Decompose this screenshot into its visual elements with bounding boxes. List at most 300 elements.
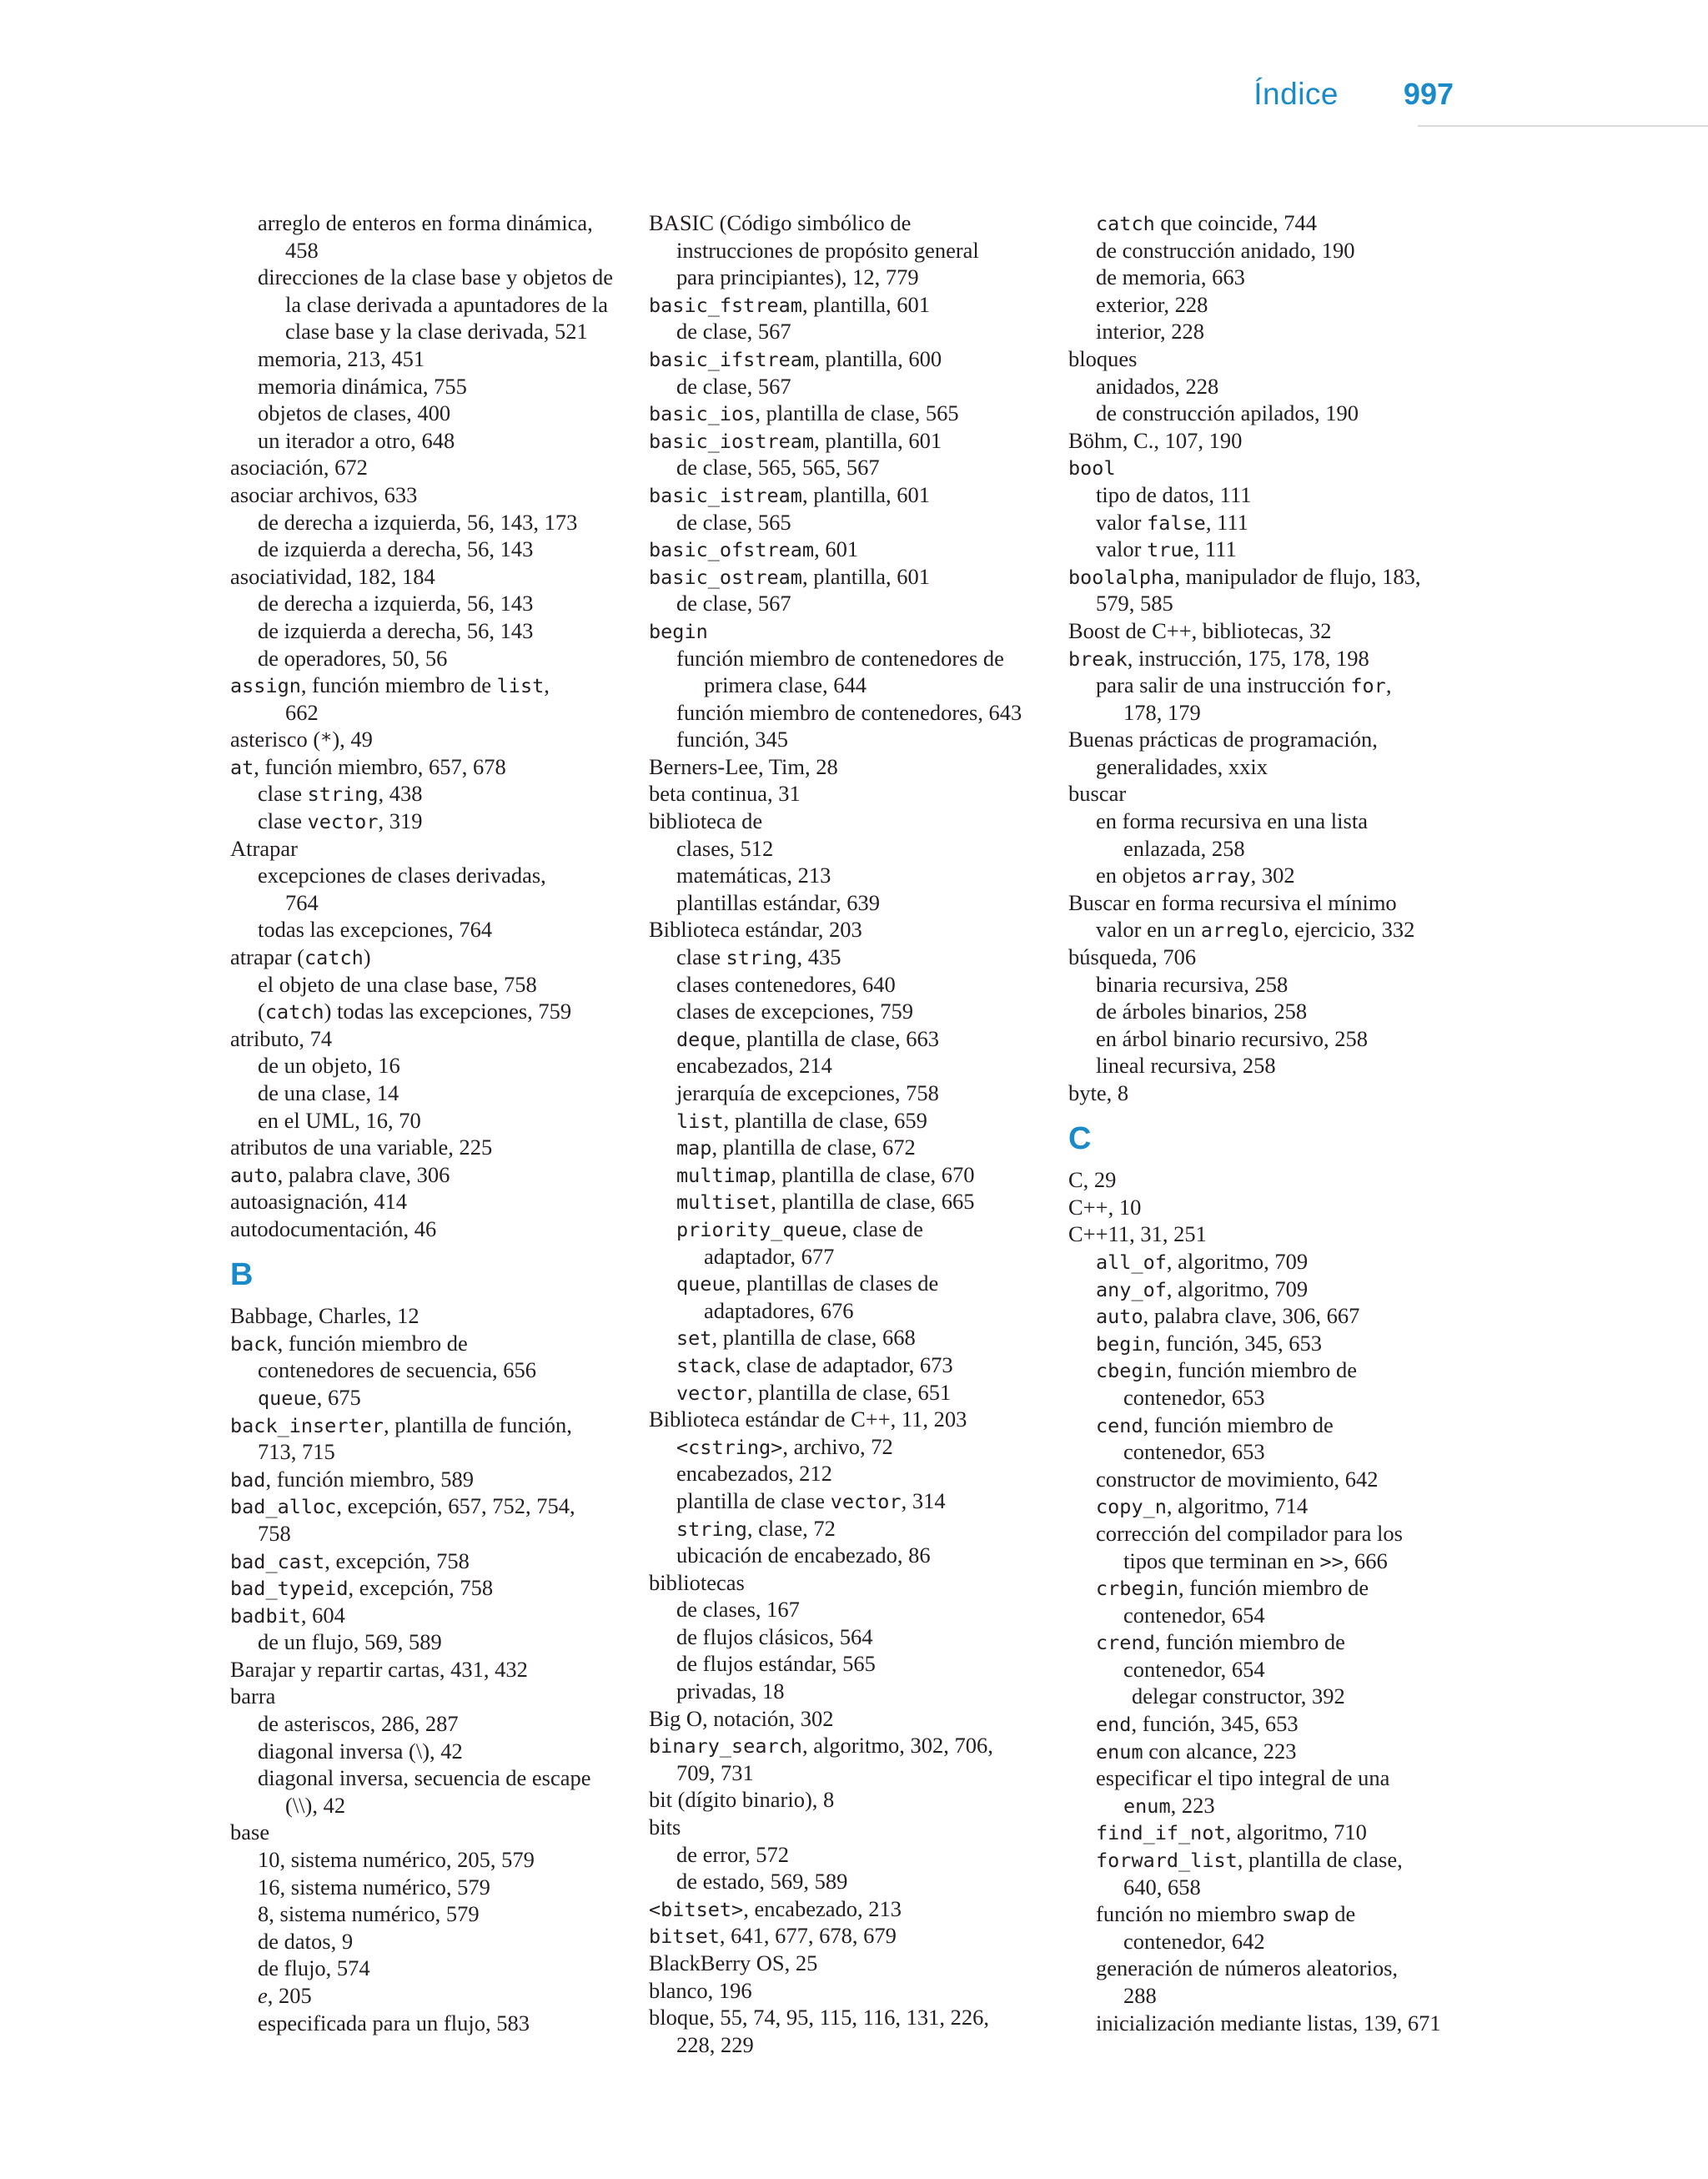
index-entry: [649, 916, 1041, 944]
index-subentry: [1068, 1792, 1469, 1819]
index-entry: [230, 1134, 622, 1161]
index-subentry: [230, 1052, 622, 1079]
entry-text: beta continua, 31: [649, 781, 801, 807]
code-term: *: [320, 728, 333, 752]
index-subentry: [1068, 835, 1469, 863]
index-entry: [230, 1330, 622, 1357]
entry-text: de izquierda a derecha, 56, 143: [258, 536, 534, 562]
entry-text: 178, 179: [1123, 699, 1201, 725]
code-term: <bitset>: [649, 1897, 744, 1921]
index-subentry: [230, 645, 622, 672]
index-entry: [1068, 889, 1469, 917]
index-entry: [649, 1814, 1041, 1841]
entry-text: Big O, notación, 302: [649, 1705, 834, 1731]
entry-text: de un objeto, 16: [258, 1053, 400, 1079]
entry-text: ) todas las excepciones, 759: [324, 999, 572, 1024]
entry-text: , plantilla de clase, 668: [711, 1325, 916, 1351]
index-entry: [230, 1819, 622, 1846]
index-subentry: [1068, 1574, 1469, 1602]
code-term: binary_search: [649, 1734, 802, 1759]
entry-text: diagonal inversa (\), 42: [258, 1738, 463, 1764]
entry-text: todas las excepciones, 764: [258, 917, 493, 943]
index-subentry: [649, 1542, 1041, 1569]
code-term: boolalpha: [1068, 565, 1175, 589]
entry-text: ubicación de encabezado, 86: [676, 1542, 931, 1568]
index-subentry: [649, 1596, 1041, 1623]
entry-text: , 438: [378, 781, 423, 807]
code-term: string: [307, 783, 379, 807]
code-term: vector: [830, 1489, 902, 1513]
entry-text: de derecha a izquierda, 56, 143, 173: [258, 509, 578, 535]
index-subentry: [649, 889, 1041, 917]
index-column-2: [649, 209, 1041, 2058]
code-term: catch: [264, 1000, 324, 1024]
index-subentry: [1068, 2010, 1469, 2037]
entry-text: que coincide, 744: [1154, 210, 1318, 235]
index-entry: [1068, 1194, 1469, 1221]
code-term: queue: [258, 1386, 317, 1410]
section-letter-heading: B: [230, 1256, 254, 1292]
index-subentry: [230, 1107, 622, 1135]
entry-text: en el UML, 16, 70: [258, 1107, 421, 1133]
index-subentry: [1068, 481, 1469, 509]
index-subentry: [230, 1520, 622, 1547]
index-subentry: [649, 1433, 1041, 1461]
entry-text: de clase, 567: [676, 373, 791, 399]
index-subentry: [1068, 1025, 1469, 1053]
entry-text: , 675: [316, 1384, 361, 1410]
entry-text: atrapar (: [230, 944, 304, 970]
index-subentry: [649, 373, 1041, 400]
code-term: catch: [304, 946, 364, 970]
index-subentry: [1068, 1628, 1469, 1656]
entry-text: matemáticas, 213: [676, 863, 831, 888]
index-subentry: [1068, 1492, 1469, 1520]
entry-text: delegar constructor, 392: [1132, 1683, 1345, 1709]
entry-text: , instrucción, 175, 178, 198: [1127, 645, 1369, 671]
code-term: auto: [230, 1163, 278, 1187]
entry-text: , clase de adaptador, 673: [735, 1351, 953, 1377]
code-term: begin: [649, 619, 708, 643]
index-subentry: [1068, 373, 1469, 400]
index-subentry: [230, 699, 622, 727]
code-term: basic_ifstream: [649, 347, 815, 371]
code-term: copy_n: [1096, 1495, 1167, 1519]
entry-text: 758: [258, 1520, 291, 1546]
entry-text: arreglo de enteros en forma dinámica,: [258, 210, 593, 235]
index-subentry: [230, 780, 622, 808]
index-subentry: [230, 427, 622, 455]
index-subentry: [1068, 1302, 1469, 1330]
index-entry: [230, 481, 622, 509]
entry-text: , función miembro de: [1166, 1357, 1358, 1383]
entry-text: de construcción anidado, 190: [1096, 237, 1355, 263]
entry-text: Buenas prácticas de programación,: [1068, 727, 1378, 752]
index-subentry: [1068, 209, 1469, 237]
entry-text: en forma recursiva en una lista: [1096, 808, 1368, 834]
entry-text: , 314: [901, 1487, 946, 1513]
index-entry: [1068, 617, 1469, 645]
index-subentry: [1068, 1738, 1469, 1765]
code-term: map: [676, 1136, 712, 1160]
entry-text: barra: [230, 1683, 276, 1709]
entry-text: de derecha a izquierda, 56, 143: [258, 591, 534, 616]
entry-text: función miembro de contenedores de: [676, 645, 1004, 671]
index-subentry: [649, 1841, 1041, 1869]
entry-text: asociar archivos, 633: [230, 481, 418, 507]
entry-text: atributos de una variable, 225: [230, 1135, 493, 1160]
index-subentry: [649, 1650, 1041, 1678]
code-term: <cstring>: [676, 1435, 783, 1459]
entry-text: , plantilla de clase, 665: [771, 1189, 975, 1215]
entry-text: clase: [258, 781, 308, 807]
entry-text: función no miembro: [1096, 1901, 1282, 1927]
entry-text: , ejercicio, 332: [1283, 917, 1415, 943]
entry-text: ,: [544, 672, 550, 698]
entry-text: , archivo, 72: [782, 1433, 893, 1459]
entry-text: autodocumentación, 46: [230, 1215, 437, 1241]
index-subentry: [230, 998, 622, 1025]
index-entry: [649, 400, 1041, 427]
index-subentry: [230, 916, 622, 944]
entry-text: , algoritmo, 302, 706,: [801, 1733, 993, 1759]
entry-text: bibliotecas: [649, 1569, 745, 1595]
code-term: string: [726, 946, 797, 970]
index-entry: [230, 1683, 622, 1710]
index-subentry: [230, 1846, 622, 1874]
index-entry: [1068, 780, 1469, 808]
index-subentry: [230, 1710, 622, 1738]
index-subentry: [1068, 916, 1469, 944]
index-entry: [230, 1492, 622, 1520]
code-term: enum: [1096, 1739, 1143, 1764]
index-subentry: [1068, 1052, 1469, 1079]
entry-text: , plantilla de función,: [383, 1412, 572, 1437]
entry-text: BlackBerry OS, 25: [649, 1950, 818, 1975]
index-subentry: [649, 1025, 1041, 1053]
entry-text: Barajar y repartir cartas, 431, 432: [230, 1656, 528, 1682]
index-subentry: [230, 1384, 622, 1412]
entry-text: 662: [285, 699, 319, 725]
index-subentry: [1068, 1928, 1469, 1955]
entry-text: enlazada, 258: [1123, 835, 1245, 861]
index-entry: [1068, 345, 1469, 373]
index-subentry: [649, 998, 1041, 1025]
page-header: [0, 77, 1708, 127]
entry-text: , palabra clave, 306: [277, 1161, 450, 1187]
index-entry: [649, 1895, 1041, 1923]
entry-text: instrucciones de propósito general: [676, 237, 979, 263]
index-entry: [649, 563, 1041, 591]
index-subentry: [1068, 237, 1469, 264]
index-entry: [230, 1574, 622, 1602]
code-term: bad_alloc: [230, 1495, 337, 1519]
index-entry: [649, 617, 1041, 645]
code-term: any_of: [1096, 1277, 1167, 1301]
entry-text: de memoria, 663: [1096, 264, 1245, 290]
index-entry: [649, 291, 1041, 319]
entry-text: 764: [285, 889, 319, 915]
entry-text: 16, sistema numérico, 579: [258, 1874, 490, 1900]
index-subentry: [649, 1243, 1041, 1271]
index-subentry: [1068, 1982, 1469, 2010]
entry-text: 458: [285, 237, 319, 263]
code-term: true: [1147, 538, 1194, 562]
entry-text: de construcción apilados, 190: [1096, 400, 1359, 426]
index-subentry: [1068, 1819, 1469, 1846]
entry-text: , plantilla, 601: [801, 563, 931, 589]
index-entry: [1068, 726, 1469, 753]
index-entry: [230, 1302, 622, 1330]
index-subentry: [1068, 1384, 1469, 1412]
entry-text: primera clase, 644: [704, 672, 867, 698]
index-subentry: [1068, 1602, 1469, 1629]
code-term: bad_cast: [230, 1549, 325, 1573]
code-term: begin: [1096, 1331, 1155, 1356]
entry-text: , palabra clave, 306, 667: [1143, 1303, 1360, 1329]
index-subentry: [230, 1874, 622, 1901]
index-subentry: [230, 1356, 622, 1384]
entry-text: asociatividad, 182, 184: [230, 563, 435, 589]
entry-text: , plantilla de clase, 659: [723, 1107, 927, 1133]
code-term: list: [676, 1109, 724, 1133]
entry-text: , plantilla, 601: [801, 291, 931, 317]
code-term: find_if_not: [1096, 1821, 1226, 1845]
code-term: bad_typeid: [230, 1577, 349, 1601]
entry-text: , plantillas de clases de: [735, 1271, 939, 1296]
code-term: back: [230, 1331, 278, 1356]
entry-text: asociación, 672: [230, 455, 368, 481]
index-subentry: [649, 1623, 1041, 1651]
code-term: arreglo: [1200, 918, 1284, 943]
index-subentry: [1068, 1846, 1469, 1874]
index-subentry: [1068, 1764, 1469, 1792]
entry-text: 288: [1123, 1983, 1157, 2008]
entry-text: contenedores de secuencia, 656: [258, 1357, 537, 1383]
entry-text: excepciones de clases derivadas,: [258, 863, 546, 888]
index-subentry: [230, 264, 622, 291]
index-entry: [649, 780, 1041, 808]
index-subentry: [649, 509, 1041, 536]
code-term: vector: [676, 1381, 747, 1405]
code-term: set: [676, 1326, 712, 1351]
index-entry: [1068, 454, 1469, 481]
index-subentry: [649, 264, 1041, 291]
code-term: bool: [1068, 456, 1116, 481]
code-term: queue: [676, 1272, 736, 1296]
code-term: back_inserter: [230, 1413, 384, 1437]
entry-text: 640, 658: [1123, 1874, 1201, 1900]
index-entry: [1068, 427, 1469, 455]
entry-text: contenedor, 654: [1123, 1602, 1265, 1628]
code-term: basic_ostream: [649, 565, 802, 589]
index-subentry: [1068, 509, 1469, 536]
entry-text: de: [1329, 1901, 1356, 1927]
index-subentry: [230, 862, 622, 889]
index-subentry: [230, 1628, 622, 1656]
entry-text: Biblioteca estándar de C++, 11, 203: [649, 1407, 967, 1432]
entry-text: plantillas estándar, 639: [676, 889, 880, 915]
entry-text: bits: [649, 1814, 681, 1840]
index-entry: [1068, 1220, 1469, 1248]
index-subentry: [649, 1188, 1041, 1215]
index-subentry: [649, 454, 1041, 481]
entry-text: , algoritmo, 709: [1166, 1248, 1309, 1274]
entry-text: clases contenedores, 640: [676, 971, 896, 997]
entry-text: Boost de C++, bibliotecas, 32: [1068, 617, 1332, 643]
index-subentry: [230, 318, 622, 345]
index-subentry: [1068, 699, 1469, 727]
entry-text: C++11, 31, 251: [1068, 1221, 1207, 1247]
entry-text: contenedor, 642: [1123, 1928, 1265, 1954]
index-subentry: [1068, 1520, 1469, 1547]
entry-text: el objeto de una clase base, 758: [258, 971, 537, 997]
index-entry: [230, 672, 622, 699]
entry-text: , algoritmo, 709: [1166, 1276, 1309, 1301]
index-subentry: [649, 1270, 1041, 1297]
index-subentry: [230, 1982, 622, 2010]
index-subentry: [230, 590, 622, 617]
entry-text: , excepción, 758: [324, 1547, 470, 1573]
index-entry: [649, 536, 1041, 563]
entry-text: lineal recursiva, 258: [1096, 1053, 1276, 1079]
index-subentry: [649, 835, 1041, 863]
entry-text: atributo, 74: [230, 1025, 333, 1051]
entry-text: , manipulador de flujo, 183,: [1174, 563, 1421, 589]
entry-text: (: [258, 999, 265, 1024]
entry-text: generación de números aleatorios,: [1096, 1955, 1399, 1981]
code-term: crbegin: [1096, 1577, 1179, 1601]
index-subentry: [649, 590, 1041, 617]
index-entry: [649, 2004, 1041, 2031]
code-term: multimap: [676, 1163, 771, 1187]
entry-text: encabezados, 214: [676, 1053, 832, 1079]
index-entry: [649, 345, 1041, 373]
code-term: catch: [1096, 212, 1155, 235]
entry-text: , clase, 72: [746, 1515, 836, 1541]
entry-text: contenedor, 654: [1123, 1656, 1265, 1682]
index-entry: [649, 1705, 1041, 1733]
entry-text: valor en un: [1096, 917, 1201, 943]
entry-text: exterior, 228: [1096, 291, 1208, 317]
index-entry: [649, 209, 1041, 237]
index-subentry: [230, 1955, 622, 1982]
entry-text: , 641, 677, 678, 679: [719, 1923, 897, 1949]
entry-text: de flujo, 574: [258, 1955, 370, 1981]
code-term: all_of: [1096, 1250, 1167, 1274]
index-subentry: [1068, 971, 1469, 999]
entry-text: diagonal inversa, secuencia de escape: [258, 1765, 591, 1791]
index-subentry: [649, 2031, 1041, 2059]
entry-text: , función miembro de: [1154, 1629, 1345, 1655]
index-entry: [649, 1977, 1041, 2005]
index-subentry: [1068, 264, 1469, 291]
entry-text: de flujos estándar, 565: [676, 1651, 876, 1677]
index-subentry: [1068, 590, 1469, 617]
index-subentry: [1068, 672, 1469, 699]
entry-text: de un flujo, 569, 589: [258, 1629, 442, 1655]
entry-text: , 111: [1193, 536, 1237, 562]
entry-text: bloques: [1068, 345, 1138, 371]
entry-text: (\\), 42: [285, 1792, 346, 1818]
index-subentry: [649, 1134, 1041, 1161]
code-term: at: [230, 755, 254, 779]
index-entry: [230, 1188, 622, 1215]
entry-text: autoasignación, 414: [230, 1189, 407, 1215]
index-subentry: [230, 1928, 622, 1955]
index-subentry: [230, 808, 622, 835]
entry-text: de clase, 565, 565, 567: [676, 455, 880, 481]
code-term: swap: [1282, 1903, 1329, 1927]
code-term: vector: [307, 810, 379, 834]
entry-text: función, 345: [676, 727, 788, 752]
entry-text: jerarquía de excepciones, 758: [676, 1080, 939, 1105]
code-term: basic_ofstream: [649, 538, 815, 562]
index-subentry: [649, 1161, 1041, 1189]
index-subentry: [1068, 1955, 1469, 1982]
index-subentry: [1068, 1874, 1469, 1901]
entry-text: de asteriscos, 286, 287: [258, 1711, 459, 1737]
entry-text: clases, 512: [676, 835, 774, 861]
index-subentry: [230, 509, 622, 536]
entry-text: , 111: [1205, 509, 1248, 535]
index-subentry: [649, 1107, 1041, 1135]
entry-text: e: [258, 1983, 268, 2008]
entry-text: especificada para un flujo, 583: [258, 2010, 530, 2036]
index-subentry: [649, 1678, 1041, 1705]
entry-text: de árboles binarios, 258: [1096, 999, 1308, 1024]
entry-text: clase base y la clase derivada, 521: [285, 319, 588, 345]
entry-text: base: [230, 1819, 270, 1845]
code-term: assign: [230, 674, 301, 698]
index-entry: [649, 1922, 1041, 1950]
entry-text: de izquierda a derecha, 56, 143: [258, 617, 534, 643]
entry-text: , función, 345, 653: [1154, 1330, 1322, 1356]
entry-text: de estado, 569, 589: [676, 1869, 848, 1895]
index-subentry: [649, 645, 1041, 672]
entry-text: , 435: [796, 944, 841, 970]
index-subentry: [1068, 536, 1469, 563]
code-term: basic_ios: [649, 402, 756, 426]
entry-text: , 302: [1250, 863, 1295, 888]
index-subentry: [649, 318, 1041, 345]
index-subentry: [230, 536, 622, 563]
index-subentry: [649, 971, 1041, 999]
index-subentry: [649, 1460, 1041, 1487]
entry-text: , función miembro, 657, 678: [254, 753, 506, 779]
entry-text: de clase, 565: [676, 509, 791, 535]
index-subentry: [649, 1487, 1041, 1515]
entry-text: adaptadores, 676: [704, 1297, 854, 1323]
entry-text: especificar el tipo integral de una: [1096, 1765, 1390, 1791]
entry-text: adaptador, 677: [704, 1243, 835, 1269]
index-subentry: [649, 1297, 1041, 1325]
entry-text: memoria, 213, 451: [258, 345, 425, 371]
entry-text: binaria recursiva, 258: [1096, 971, 1289, 997]
code-term: bitset: [649, 1925, 720, 1949]
index-subentry: [649, 1759, 1041, 1787]
index-entry: [230, 1547, 622, 1575]
entry-text: contenedor, 653: [1123, 1384, 1265, 1410]
entry-text: clase: [258, 808, 308, 834]
entry-text: de una clase, 14: [258, 1080, 399, 1105]
entry-text: buscar: [1068, 781, 1127, 807]
code-term: for: [1350, 674, 1386, 698]
code-term: basic_iostream: [649, 429, 815, 453]
entry-text: , 666: [1343, 1547, 1388, 1573]
entry-text: , plantilla, 601: [814, 427, 942, 453]
index-subentry: [649, 1351, 1041, 1379]
